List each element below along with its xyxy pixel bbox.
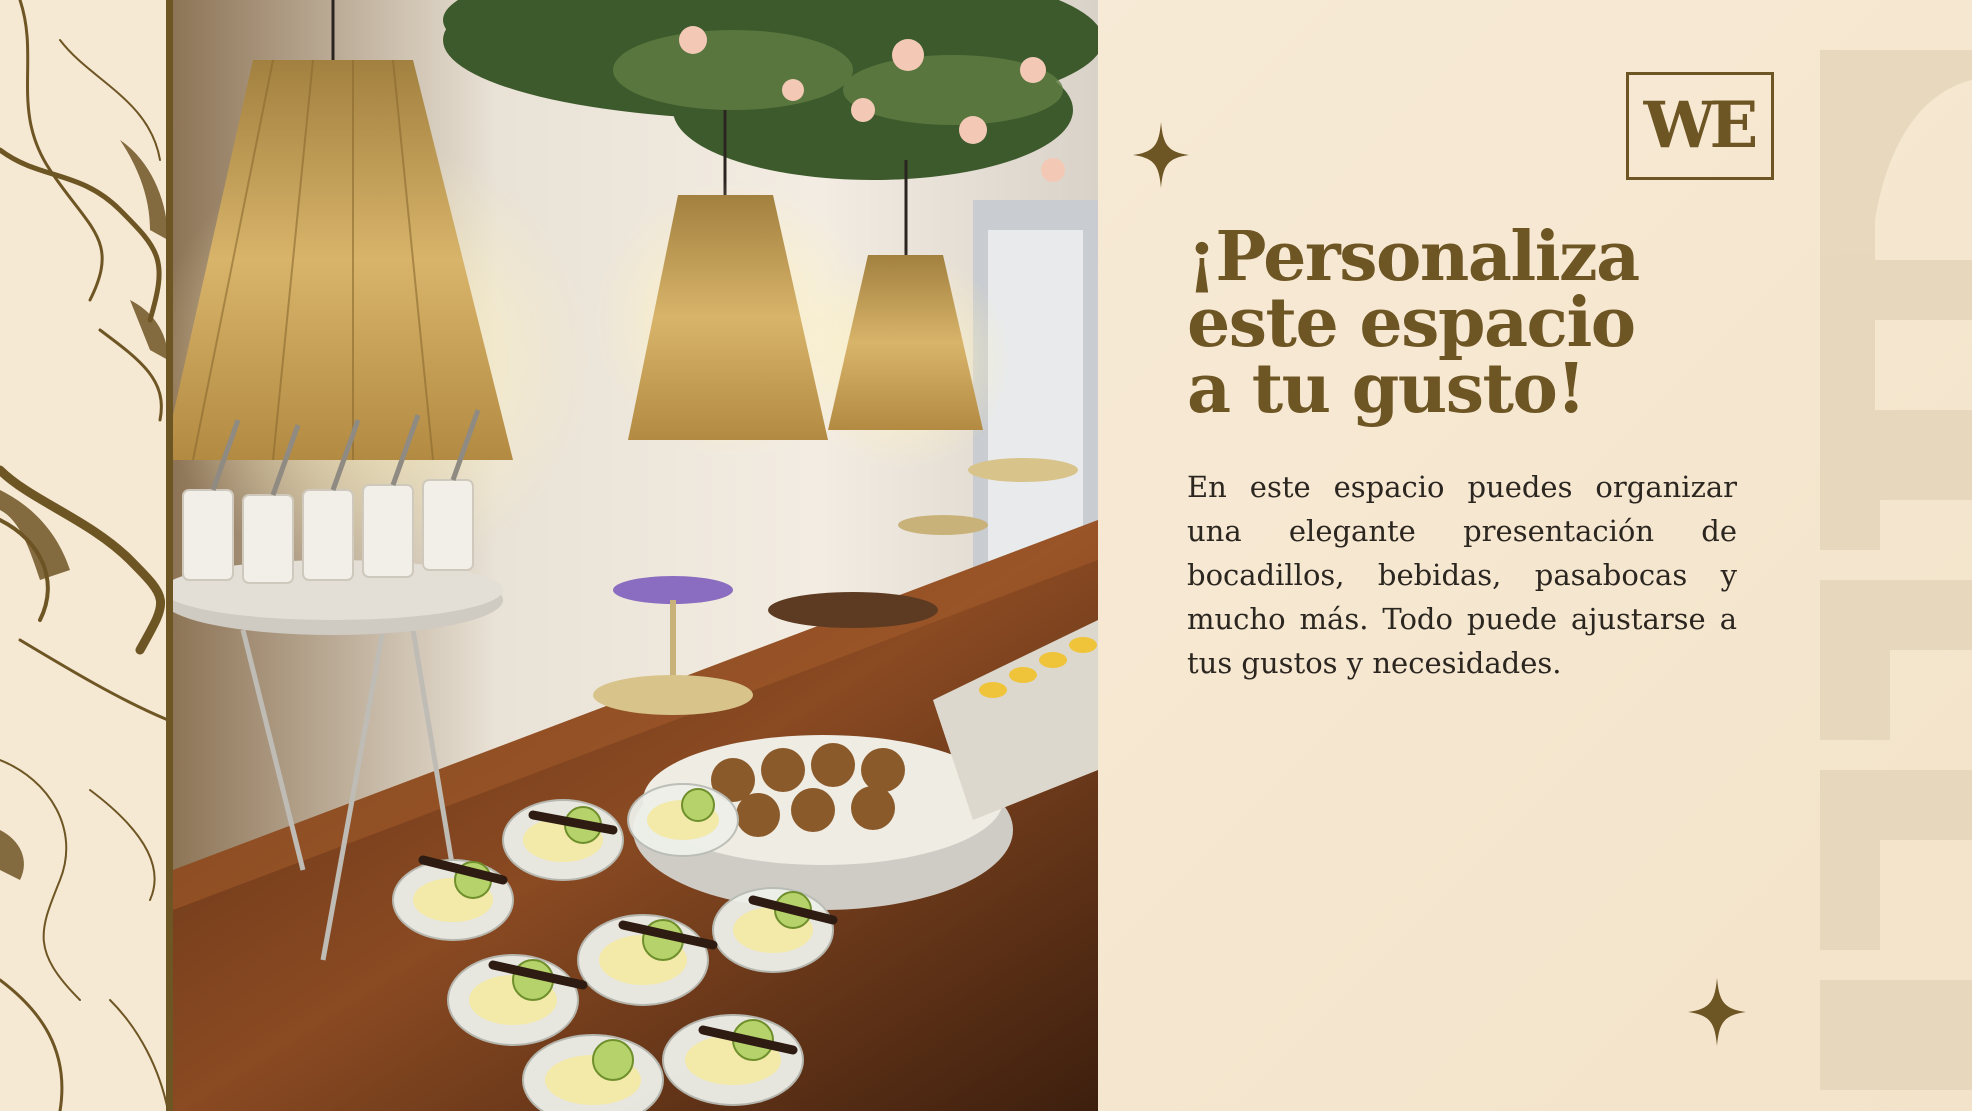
- catering-photo: [173, 0, 1098, 1111]
- marble-texture-strip: [0, 0, 168, 1111]
- page-title: [1187, 217, 1747, 429]
- gold-divider-bar: [166, 0, 173, 1111]
- catering-table-illustration: [173, 0, 1098, 1111]
- title-line-3: a tu gusto!: [1187, 349, 1585, 429]
- title-line-1: ¡Personaliza: [1187, 217, 1639, 297]
- description-paragraph: En este espacio puedes organizar una elegante presentación de bocadillos, bebidas, pasabocas y mucho más. Todo puede ajustarse a tus gustos y necesidades.: [1187, 470, 1737, 680]
- we-logo: [1626, 72, 1774, 180]
- ghost-monogram-decoration: [1820, 50, 1972, 1090]
- faded-monogram-shapes: [1820, 50, 1972, 1090]
- four-point-star-icon: [1133, 122, 1189, 188]
- title-line-2: este espacio: [1187, 283, 1635, 363]
- four-point-star-icon: [1688, 977, 1746, 1047]
- marble-veins: [0, 0, 168, 1111]
- logo-monogram: WE: [1643, 88, 1753, 163]
